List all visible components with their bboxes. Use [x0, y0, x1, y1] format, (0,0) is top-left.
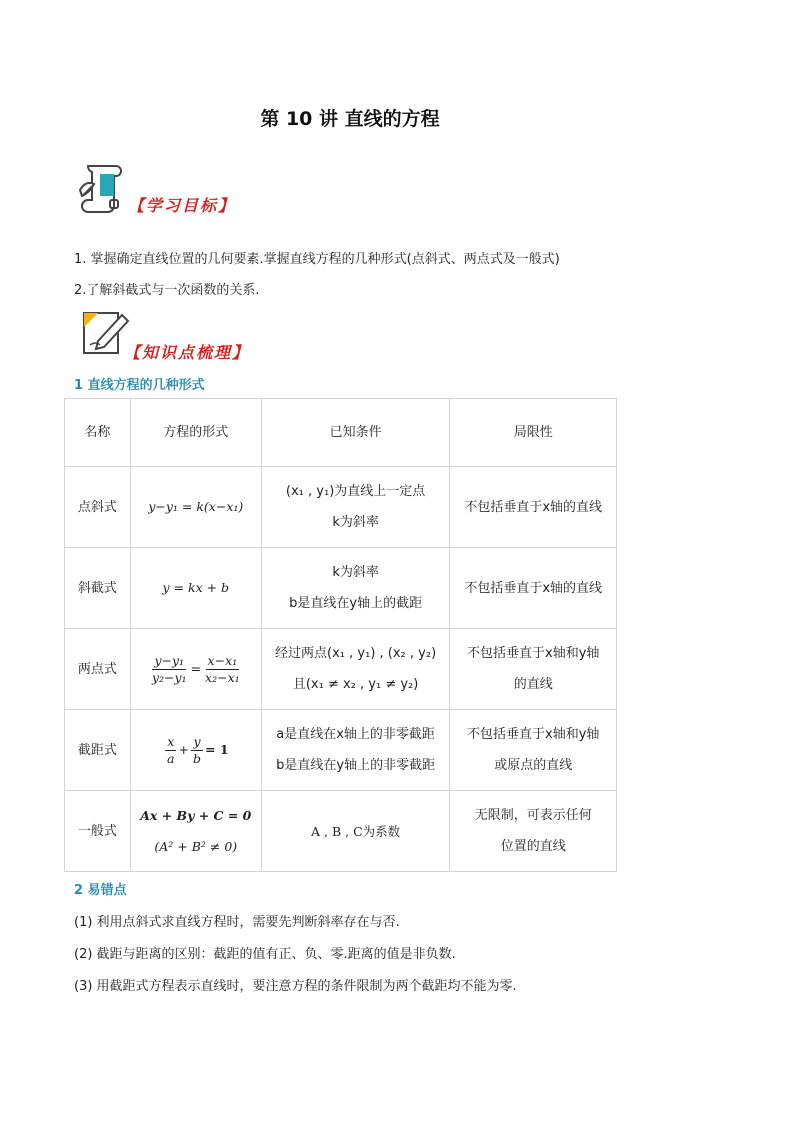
fraction-denominator: x₂−x₁ [205, 669, 240, 685]
pitfall-item: (1) 利用点斜式求直线方程时，需要先判断斜率存在与否. [74, 915, 400, 930]
table-header: 局限性 [450, 399, 617, 467]
equation: y = kx + b [162, 580, 230, 595]
form-name: 一般式 [65, 791, 131, 872]
equation [148, 653, 244, 685]
equation-operator: + [178, 741, 189, 757]
equation: y−y₁ = k(x−x₁) [148, 499, 244, 514]
table-header: 名称 [65, 399, 131, 467]
limitation-line: 不包括垂直于x轴的直线 [464, 499, 603, 515]
table-row [65, 791, 617, 872]
table-row [65, 548, 617, 629]
knowledge-banner: 【知识点梳理】 [124, 343, 251, 362]
fraction-numerator: y [193, 734, 201, 750]
section-title: 1 直线方程的几种形式 [74, 378, 205, 393]
fraction [150, 653, 189, 685]
limitation-line: 不包括垂直于x轴和y轴 [467, 646, 600, 661]
fraction-denominator: a [167, 750, 175, 766]
equation: Ax + By + C = 0 [140, 808, 252, 823]
equation-condition: (A² + B² ≠ 0) [154, 839, 238, 854]
fraction-numerator: x−x₁ [207, 653, 238, 669]
condition-line: A , B , C为系数 [311, 823, 401, 839]
pitfall-item: (2) 截距与距离的区别：截距的值有正、负、零.距离的值是非负数. [74, 947, 456, 962]
form-name: 两点式 [65, 629, 131, 710]
table-header: 已知条件 [261, 399, 450, 467]
condition-line: k为斜率 [332, 565, 379, 580]
condition-line: b是直线在y轴上的非零截距 [276, 758, 436, 773]
limitation-line: 的直线 [513, 677, 553, 692]
fraction [191, 734, 203, 766]
equation-operator: = [190, 660, 202, 676]
table-row [65, 710, 617, 791]
condition-line: k为斜率 [332, 515, 379, 530]
limitation-line: 不包括垂直于x轴的直线 [464, 580, 603, 596]
condition-line: 经过两点(x₁ , y₁) , (x₂ , y₂) [275, 646, 437, 661]
objectives-banner: 【学习目标】 [128, 196, 237, 215]
condition-line: 且(x₁ ≠ x₂ , y₁ ≠ y₂) [292, 677, 419, 692]
limitation-line: 无限制，可表示任何 [474, 808, 592, 823]
table-header: 方程的形式 [130, 399, 261, 467]
form-name: 斜截式 [65, 548, 131, 629]
fraction-numerator: y−y₁ [154, 653, 185, 669]
scroll-quill-icon [74, 160, 130, 216]
limitation-line: 位置的直线 [500, 839, 566, 854]
objective-item: 2.了解斜截式与一次函数的关系. [74, 283, 260, 298]
form-name: 点斜式 [65, 467, 131, 548]
section-title: 2 易错点 [74, 883, 127, 898]
table-header-row [65, 399, 617, 467]
equation-tail: = 1 [205, 741, 229, 757]
condition-line: (x₁ , y₁)为直线上一定点 [285, 484, 426, 499]
condition-line: a是直线在x轴上的非零截距 [276, 727, 435, 742]
objective-item: 1. 掌握确定直线位置的几何要素.掌握直线方程的几种形式(点斜式、两点式及一般式) [74, 252, 560, 267]
fraction [165, 734, 176, 766]
table-row [65, 467, 617, 548]
equation [163, 734, 229, 766]
form-name: 截距式 [65, 710, 131, 791]
table-row [65, 629, 617, 710]
limitation-line: 或原点的直线 [494, 758, 573, 773]
fraction-denominator: b [192, 750, 201, 766]
formula-table [64, 398, 617, 872]
fraction-denominator: y₂−y₁ [151, 669, 187, 685]
condition-line: b是直线在y轴上的截距 [289, 596, 423, 611]
fraction [203, 653, 242, 685]
page-title: 第 10 讲 直线的方程 [260, 108, 440, 130]
limitation-line: 不包括垂直于x轴和y轴 [467, 727, 600, 742]
fraction-numerator: x [167, 734, 175, 750]
pitfall-item: (3) 用截距式方程表示直线时，要注意方程的条件限制为两个截距均不能为零. [74, 979, 517, 994]
